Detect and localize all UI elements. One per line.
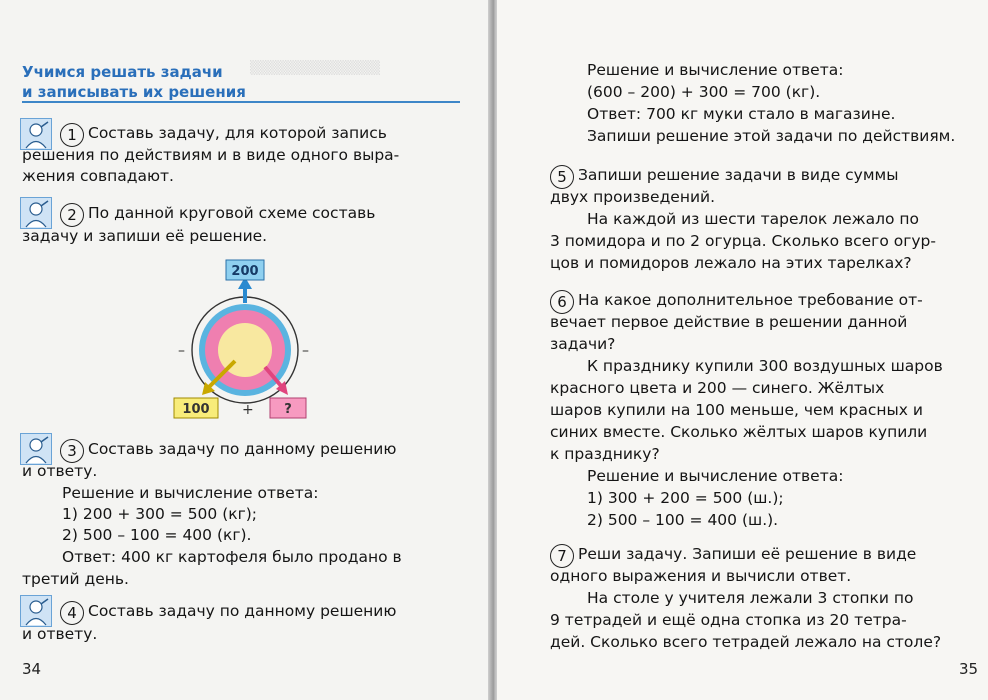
task-number-6: 6 xyxy=(550,290,574,314)
solution-title-top: Решение и вычисление ответа: xyxy=(587,61,844,79)
task-6-problem-5: к празднику? xyxy=(550,445,660,463)
task-number-2: 2 xyxy=(60,203,84,227)
left-page xyxy=(0,0,490,700)
left-sign: – xyxy=(178,343,185,359)
right-page xyxy=(497,0,988,700)
task-6-line-3: задачи? xyxy=(550,335,616,353)
task-3-line-2: и ответу. xyxy=(22,462,98,480)
task-7-problem-3: дей. Сколько всего тетрадей лежало на столе? xyxy=(550,633,942,651)
task-6-problem-4: синих вместе. Сколько жёлтых шаров купили xyxy=(550,423,928,441)
circular-scheme xyxy=(160,255,330,425)
task-6-problem-3: шаров купили на 100 меньше, чем красных и xyxy=(550,401,923,419)
pupil-icon xyxy=(20,197,52,229)
page-number-left: 34 xyxy=(22,660,42,678)
task-2-line-2: задачу и запиши её решение. xyxy=(22,227,268,245)
task-6-step-2: 2) 500 – 100 = 400 (ш.). xyxy=(587,511,779,529)
top-value: 200 xyxy=(231,264,259,279)
pupil-icon xyxy=(20,595,52,627)
task-5-problem-3: цов и помидоров лежало на этих тарелках? xyxy=(550,254,912,272)
task-6-solution-title: Решение и вычисление ответа: xyxy=(587,467,844,485)
section-heading xyxy=(22,62,246,102)
right-value: ? xyxy=(284,402,292,417)
task-5-line-1: 5 Запиши решение задачи в виде суммы xyxy=(550,165,898,189)
task-3-answer-line-2: третий день. xyxy=(22,570,129,588)
task-3-line-1: 3 Составь задачу по данному решению xyxy=(60,439,396,463)
heading-rule xyxy=(22,101,460,103)
bottom-sign: + xyxy=(242,402,254,418)
task-number-7: 7 xyxy=(550,544,574,568)
task-6-step-1: 1) 300 + 200 = 500 (ш.); xyxy=(587,489,784,507)
task-number-1: 1 xyxy=(60,123,84,147)
answer-top: Ответ: 700 кг муки стало в магазине. xyxy=(587,105,896,123)
task-6-line-2: вечает первое действие в решении данной xyxy=(550,313,908,331)
task-3-answer-line-1: Ответ: 400 кг картофеля было продано в xyxy=(62,548,402,566)
task-6-problem-1: К празднику купили 300 воздушных шаров xyxy=(587,357,943,375)
task-7-problem-2: 9 тетрадей и ещё одна стопка из 20 тетра- xyxy=(550,611,907,629)
task-3-step-1: 1) 200 + 300 = 500 (кг); xyxy=(62,505,258,523)
task-7-line-2: одного выражения и вычисли ответ. xyxy=(550,567,852,585)
task-3-step-2: 2) 500 – 100 = 400 (кг). xyxy=(62,526,252,544)
task-1-line-1: 1 Составь задачу, для которой запись xyxy=(60,123,387,147)
task-6-line-1: 6 На какое дополнительное требование от- xyxy=(550,290,923,314)
task-7-line-1: 7 Реши задачу. Запиши её решение в виде xyxy=(550,544,916,568)
task-2-line-1: 2 По данной круговой схеме составь xyxy=(60,203,375,227)
task-4-line-1: 4 Составь задачу по данному решению xyxy=(60,601,396,625)
task-3-solution-title: Решение и вычисление ответа: xyxy=(62,484,319,502)
task-6-problem-2: красного цвета и 200 — синего. Жёлтых xyxy=(550,379,885,397)
task-1-line-2: решения по действиям и в виде одного выра- xyxy=(22,146,400,164)
heading-line-1: Учимся решать задачи xyxy=(22,63,223,81)
right-sign: – xyxy=(302,343,309,359)
task-1-line-3: жения совпадают. xyxy=(22,167,174,185)
task-number-4: 4 xyxy=(60,601,84,625)
left-value: 100 xyxy=(182,402,210,417)
show-through: ▒▒▒▒▒▒▒▒▒▒▒▒▒ xyxy=(250,61,380,76)
task-number-3: 3 xyxy=(60,439,84,463)
solution-expression-top: (600 – 200) + 300 = 700 (кг). xyxy=(587,83,821,101)
heading-line-2: и записывать их решения xyxy=(22,83,246,101)
task-5-line-2: двух произведений. xyxy=(550,188,716,206)
task-4-line-2: и ответу. xyxy=(22,625,98,643)
task-5-problem-1: На каждой из шести тарелок лежало по xyxy=(587,210,920,228)
task-5-problem-2: 3 помидора и по 2 огурца. Сколько всего огур- xyxy=(550,232,936,250)
task-7-problem-1: На столе у учителя лежали 3 стопки по xyxy=(587,589,914,607)
instruction-top: Запиши решение этой задачи по действиям. xyxy=(587,127,956,145)
task-number-5: 5 xyxy=(550,165,574,189)
page-number-right: 35 xyxy=(959,660,979,678)
